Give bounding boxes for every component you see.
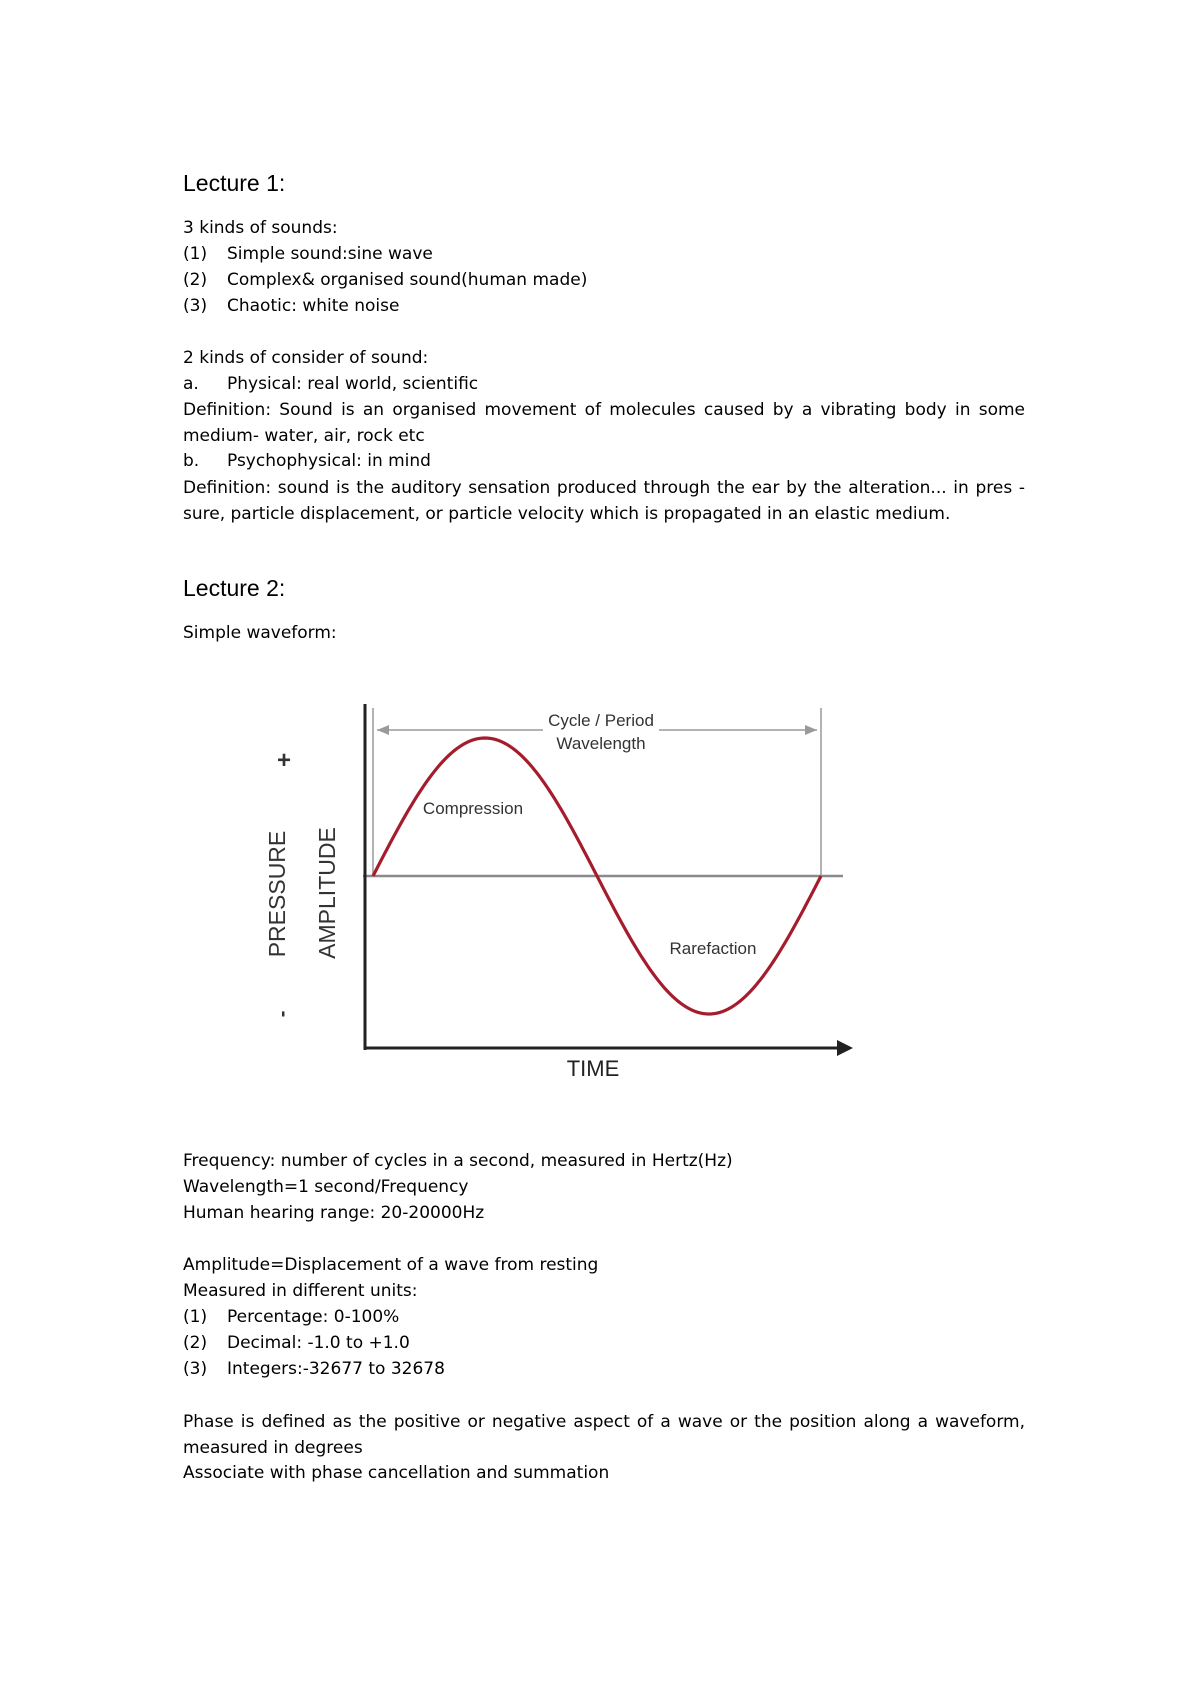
list-item bbox=[183, 268, 587, 292]
waveform-diagram bbox=[183, 648, 1025, 1118]
phase-association: Associate with phase cancellation and summation bbox=[183, 1463, 610, 1483]
arrow-head-right bbox=[805, 725, 817, 735]
cycle-period-label: Cycle / Period bbox=[548, 711, 654, 730]
lecture-2-heading: Lecture 2: bbox=[183, 575, 286, 601]
consider-title: 2 kinds of consider of sound: bbox=[183, 348, 429, 368]
list-letter: b. bbox=[183, 451, 200, 471]
x-axis-arrow-icon bbox=[837, 1040, 853, 1056]
list-number: (3) bbox=[183, 1359, 208, 1379]
amplitude-label: AMPLITUDE bbox=[314, 827, 340, 959]
lecture-1-heading: Lecture 1: bbox=[183, 170, 286, 196]
time-label: TIME bbox=[566, 1056, 620, 1081]
list-text: Psychophysical: in mind bbox=[227, 451, 431, 471]
minus-label: - bbox=[273, 1010, 295, 1018]
list-item bbox=[183, 449, 431, 473]
list-text: Percentage: 0-100% bbox=[227, 1307, 400, 1327]
list-text: Integers:-32677 to 32678 bbox=[227, 1359, 445, 1379]
list-item bbox=[183, 1357, 445, 1381]
units-title: Measured in different units: bbox=[183, 1281, 418, 1301]
list-item bbox=[183, 1305, 399, 1329]
list-item bbox=[183, 294, 399, 318]
list-number: (3) bbox=[183, 296, 208, 316]
pressure-label: PRESSURE bbox=[264, 830, 290, 958]
amplitude-definition: Amplitude=Displacement of a wave from resting bbox=[183, 1255, 599, 1275]
list-text: Complex& organised sound(human made) bbox=[227, 270, 588, 290]
list-item bbox=[183, 242, 433, 266]
physical-definition: Definition: Sound is an organised movement of molecules caused by a vibrating body in some medium- water, air, rock etc bbox=[183, 400, 1025, 446]
list-text: Simple sound:sine wave bbox=[227, 244, 433, 264]
hearing-range-line: Human hearing range: 20-20000Hz bbox=[183, 1203, 485, 1223]
simple-waveform-title: Simple waveform: bbox=[183, 623, 337, 643]
plus-label: + bbox=[276, 747, 292, 774]
phase-definition: Phase is defined as the positive or negative aspect of a wave or the position along a waveform, measured in degrees bbox=[183, 1412, 1025, 1458]
wavelength-line: Wavelength=1 second/Frequency bbox=[183, 1177, 469, 1197]
list-text: Chaotic: white noise bbox=[227, 296, 400, 316]
arrow-head-left bbox=[377, 725, 389, 735]
compression-label: Compression bbox=[422, 799, 524, 818]
list-number: (1) bbox=[183, 1307, 208, 1327]
list-text: Physical: real world, scientific bbox=[227, 374, 479, 394]
waveform-svg bbox=[183, 648, 1025, 1118]
kinds-of-sounds-title: 3 kinds of sounds: bbox=[183, 218, 338, 238]
rarefaction-label: Rarefaction bbox=[669, 939, 757, 958]
list-item bbox=[183, 1331, 410, 1355]
frequency-line: Frequency: number of cycles in a second, measured in Hertz(Hz) bbox=[183, 1151, 733, 1171]
list-number: (2) bbox=[183, 270, 208, 290]
wavelength-label: Wavelength bbox=[556, 734, 646, 753]
psychophysical-definition: Definition: sound is the auditory sensation produced through the ear by the alteration... in pres - sure, particle displacement, or particle velocity which is propagated in an elastic medium. bbox=[183, 478, 1025, 524]
list-item bbox=[183, 372, 478, 396]
list-text: Decimal: -1.0 to +1.0 bbox=[227, 1333, 410, 1353]
list-letter: a. bbox=[183, 374, 199, 394]
list-number: (2) bbox=[183, 1333, 208, 1353]
list-number: (1) bbox=[183, 244, 208, 264]
